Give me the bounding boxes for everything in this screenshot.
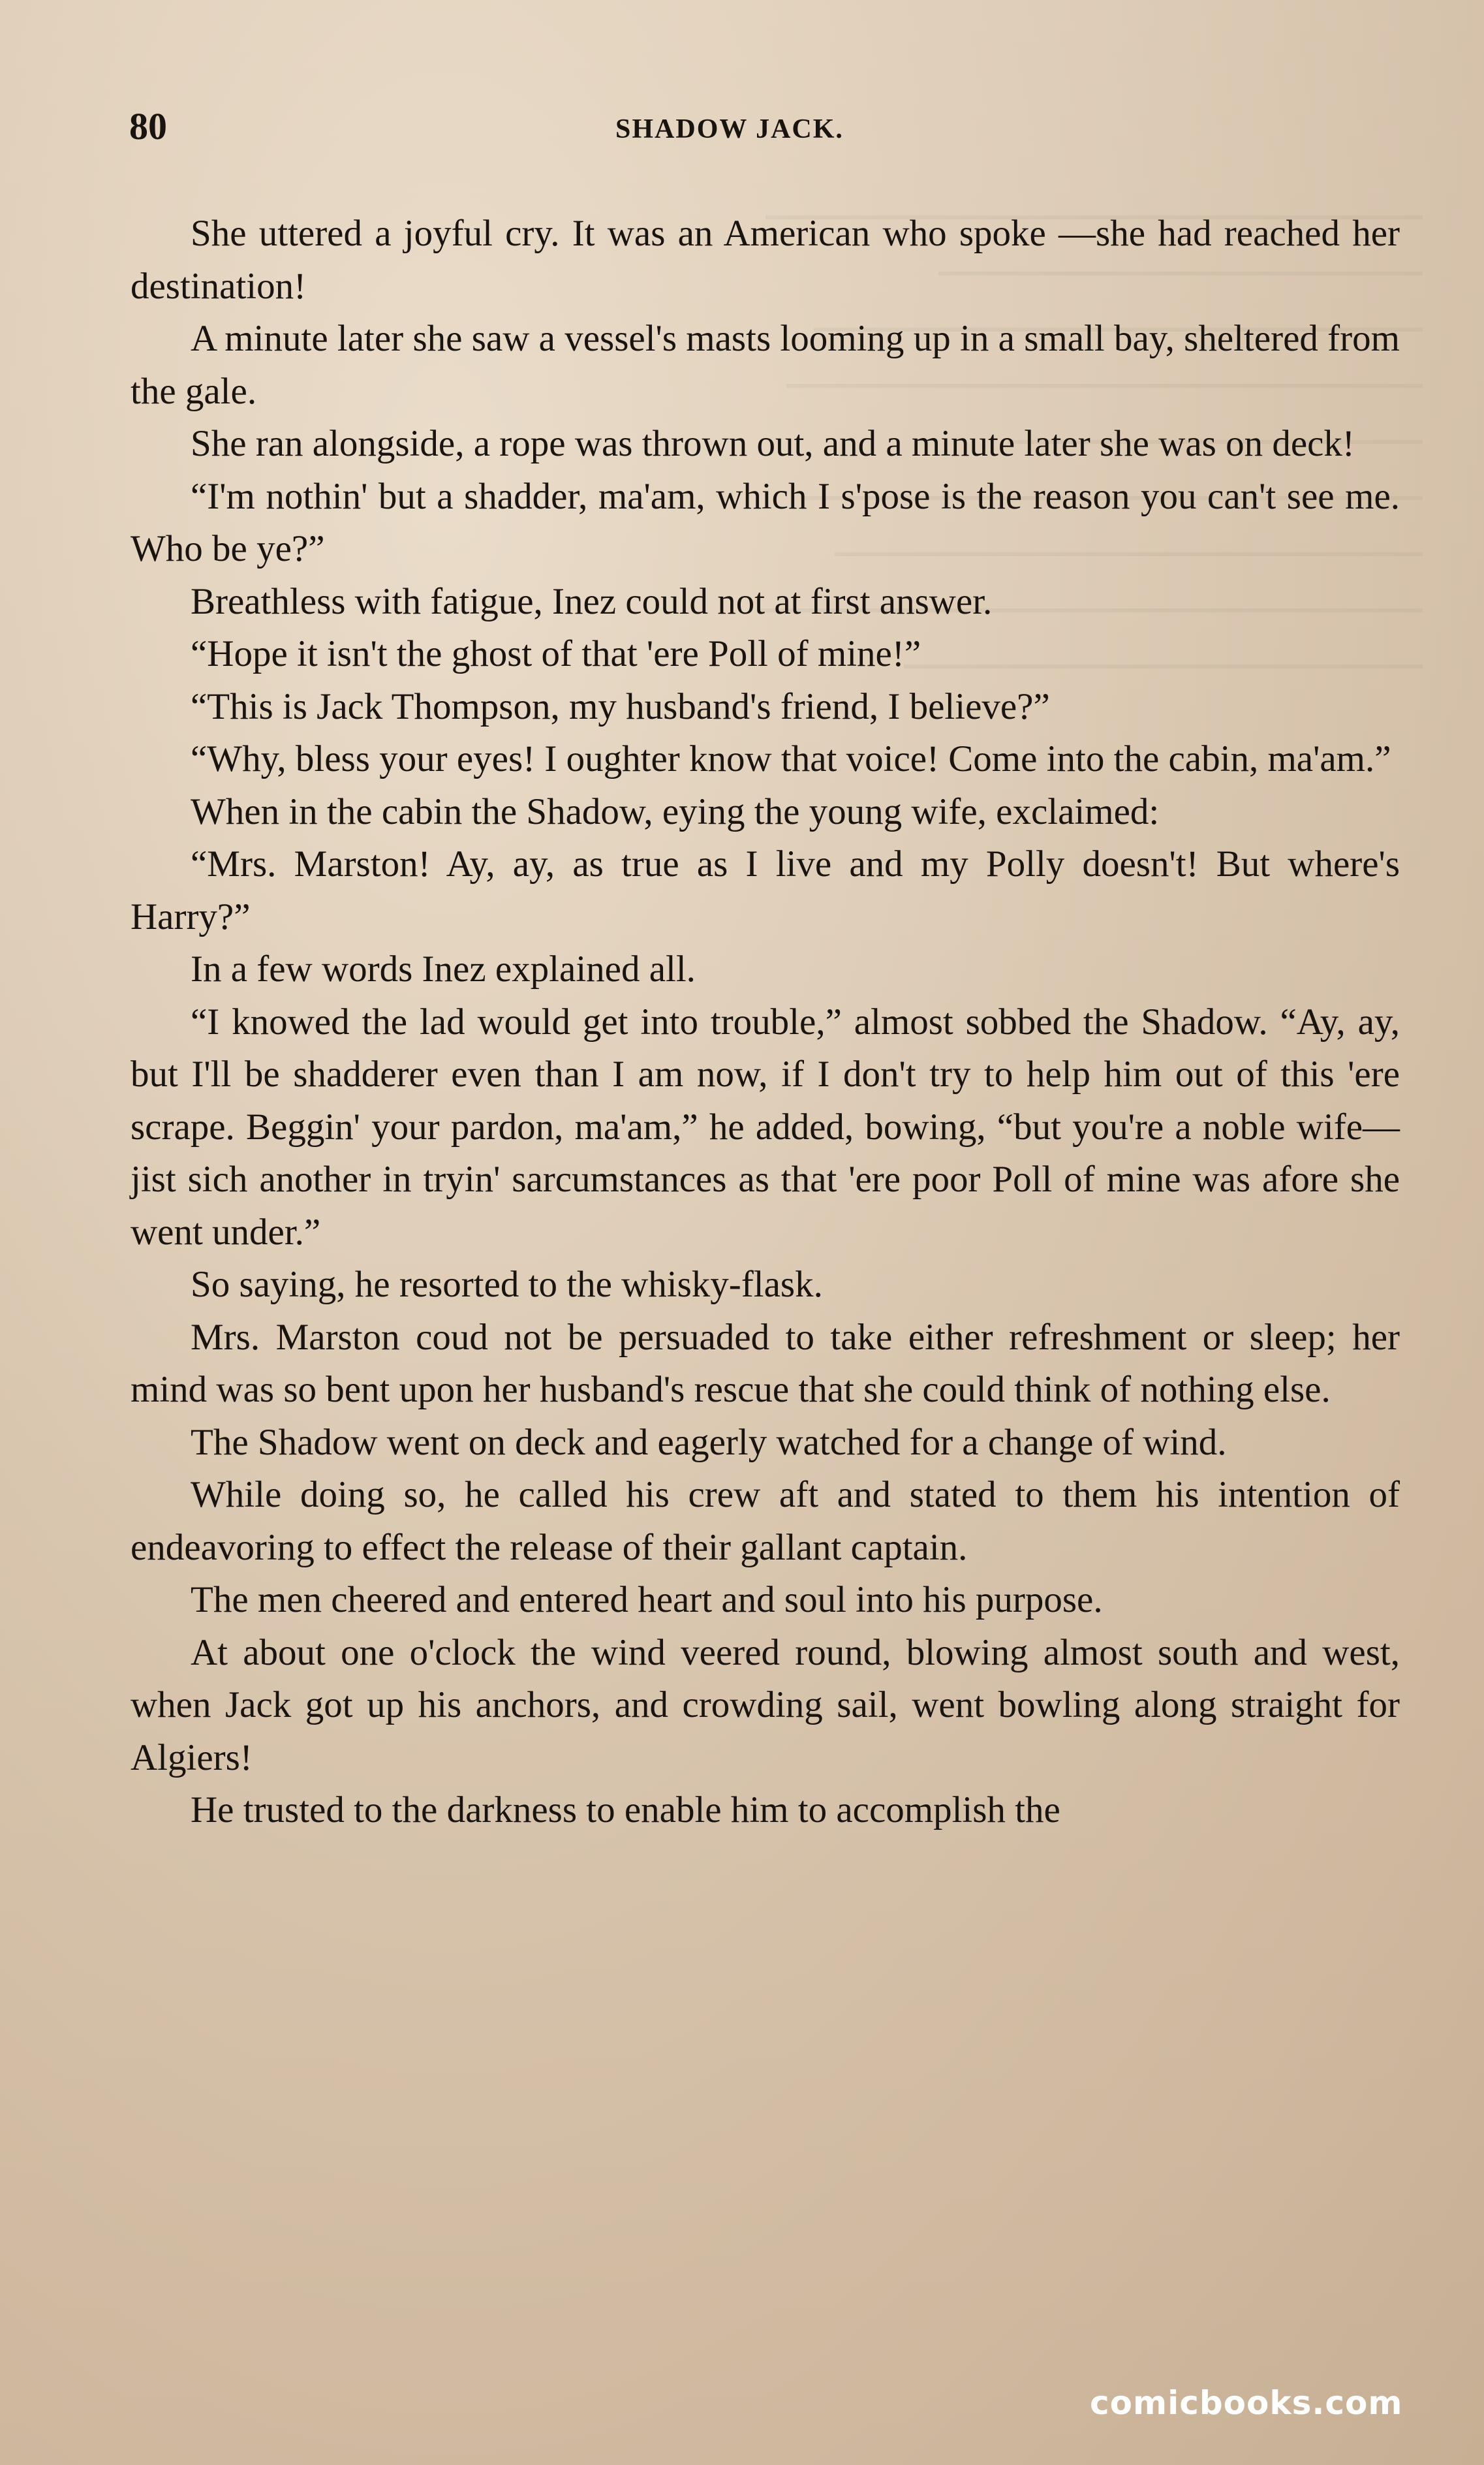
paragraph: He trusted to the darkness to enable him to accomplish the [191, 1789, 1060, 1830]
paragraph: “I knowed the lad would get into trouble,” almost sobbed the Shadow. “Ay, ay, but I'll be shadderer even than I am now, if I don't try to help him out of this 'ere scrape. Beggin' your pardon, ma'am,” he added, bowing, “but you're a noble wife—jist sich another in tryin' sarcumstances as that 'ere poor Poll of mine was afore she went under.” [131, 1001, 1400, 1253]
paragraph: She ran alongside, a rope was thrown out, and a minute later she was on deck! [191, 423, 1355, 464]
watermark: comicbooks.com [1090, 2384, 1403, 2422]
paragraph: When in the cabin the Shadow, eying the young wife, exclaimed: [191, 791, 1160, 832]
page-header [129, 104, 1402, 157]
running-head: SHADOW JACK. [615, 114, 844, 144]
paragraph: “Mrs. Marston! Ay, ay, as true as I live and my Polly doesn't! But where's Harry?” [131, 843, 1400, 937]
paragraph: At about one o'clock the wind veered round, blowing almost south and west, when Jack got up his anchors, and crowding sail, went bowling along straight for Algiers! [131, 1631, 1400, 1778]
paragraph: So saying, he resorted to the whisky-flask. [191, 1264, 823, 1305]
paragraph: She uttered a joyful cry. It was an American who spoke —she had reached her destination! [131, 213, 1400, 307]
paragraph: A minute later she saw a vessel's masts looming up in a small bay, sheltered from the gale. [131, 318, 1400, 412]
paragraph: The Shadow went on deck and eagerly watched for a change of wind. [191, 1421, 1227, 1463]
paragraph: While doing so, he called his crew aft and stated to them his intention of endeavoring to effect the release of their gallant captain. [131, 1474, 1400, 1568]
page-number: 80 [129, 105, 167, 148]
paragraph: “I'm nothin' but a shadder, ma'am, which I s'pose is the reason you can't see me. Who be ye?” [131, 475, 1400, 569]
paragraph: Mrs. Marston coud not be persuaded to take either refreshment or sleep; her mind was so bent upon her husband's rescue that she could think of nothing else. [131, 1316, 1400, 1410]
paragraph: “Hope it isn't the ghost of that 'ere Poll of mine!” [191, 633, 921, 674]
paragraph: “Why, bless your eyes! I oughter know that voice! Come into the cabin, ma'am.” [191, 738, 1391, 779]
paragraph: In a few words Inez explained all. [191, 949, 696, 990]
body-text [131, 208, 1400, 1837]
paragraph: “This is Jack Thompson, my husband's friend, I believe?” [191, 685, 1050, 727]
paragraph: Breathless with fatigue, Inez could not at first answer. [191, 580, 993, 622]
paragraph: The men cheered and entered heart and soul into his purpose. [191, 1579, 1103, 1620]
